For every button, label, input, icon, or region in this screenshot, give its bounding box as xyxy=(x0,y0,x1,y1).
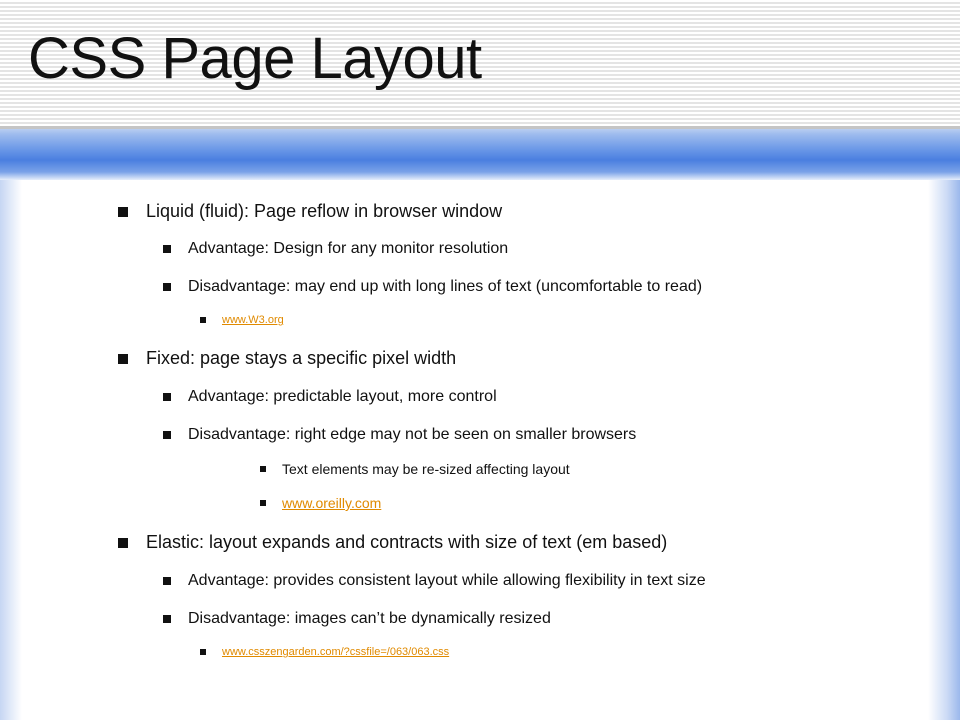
bullet-text: Liquid (fluid): Page reflow in browser window xyxy=(146,201,503,221)
bullet-item-liquid xyxy=(118,201,502,222)
square-bullet-icon xyxy=(118,354,128,364)
oreilly-link[interactable]: www.oreilly.com xyxy=(282,495,382,511)
bullet-text: Disadvantage: images can’t be dynamically resized xyxy=(188,610,551,627)
bullet-item-oreilly-link xyxy=(260,495,381,511)
bullet-item-elastic xyxy=(118,532,667,553)
bullet-item-fixed-disadvantage xyxy=(163,426,636,444)
bullet-text: Advantage: Design for any monitor resolution xyxy=(188,240,509,257)
slide-title: CSS Page Layout xyxy=(28,26,482,91)
w3-link[interactable]: www.W3.org xyxy=(222,314,284,326)
square-bullet-icon xyxy=(163,283,171,291)
bullet-text: Elastic: layout expands and contracts with size of text (em based) xyxy=(146,532,668,552)
bullet-text: Advantage: provides consistent layout while allowing flexibility in text size xyxy=(188,572,706,589)
bullet-text: Disadvantage: right edge may not be seen on smaller browsers xyxy=(188,426,637,443)
square-bullet-icon xyxy=(260,500,266,506)
bullet-item-elastic-advantage xyxy=(163,572,706,590)
bullet-item-csszengarden-link xyxy=(200,646,449,658)
square-bullet-icon xyxy=(200,317,206,323)
square-bullet-icon xyxy=(260,466,266,472)
bullet-item-fixed-advantage xyxy=(163,388,497,406)
bullet-item-fixed xyxy=(118,348,456,369)
square-bullet-icon xyxy=(163,615,171,623)
bullet-item-w3-link xyxy=(200,314,284,326)
square-bullet-icon xyxy=(163,393,171,401)
square-bullet-icon xyxy=(200,649,206,655)
bullet-text: Advantage: predictable layout, more control xyxy=(188,388,497,405)
square-bullet-icon xyxy=(118,207,128,217)
square-bullet-icon xyxy=(118,538,128,548)
bullet-item-elastic-disadvantage xyxy=(163,610,551,628)
bullet-text: Text elements may be re-sized affecting layout xyxy=(282,461,570,477)
bullet-item-liquid-advantage xyxy=(163,240,508,258)
square-bullet-icon xyxy=(163,577,171,585)
square-bullet-icon xyxy=(163,245,171,253)
bullet-text: Fixed: page stays a specific pixel width xyxy=(146,348,457,368)
bullet-text: Disadvantage: may end up with long lines of text (uncomfortable to read) xyxy=(188,278,703,295)
square-bullet-icon xyxy=(163,431,171,439)
bullet-item-text-resize xyxy=(260,461,570,477)
csszengarden-link[interactable]: www.csszengarden.com/?cssfile=/063/063.css xyxy=(222,646,450,658)
bullet-item-liquid-disadvantage xyxy=(163,278,702,296)
